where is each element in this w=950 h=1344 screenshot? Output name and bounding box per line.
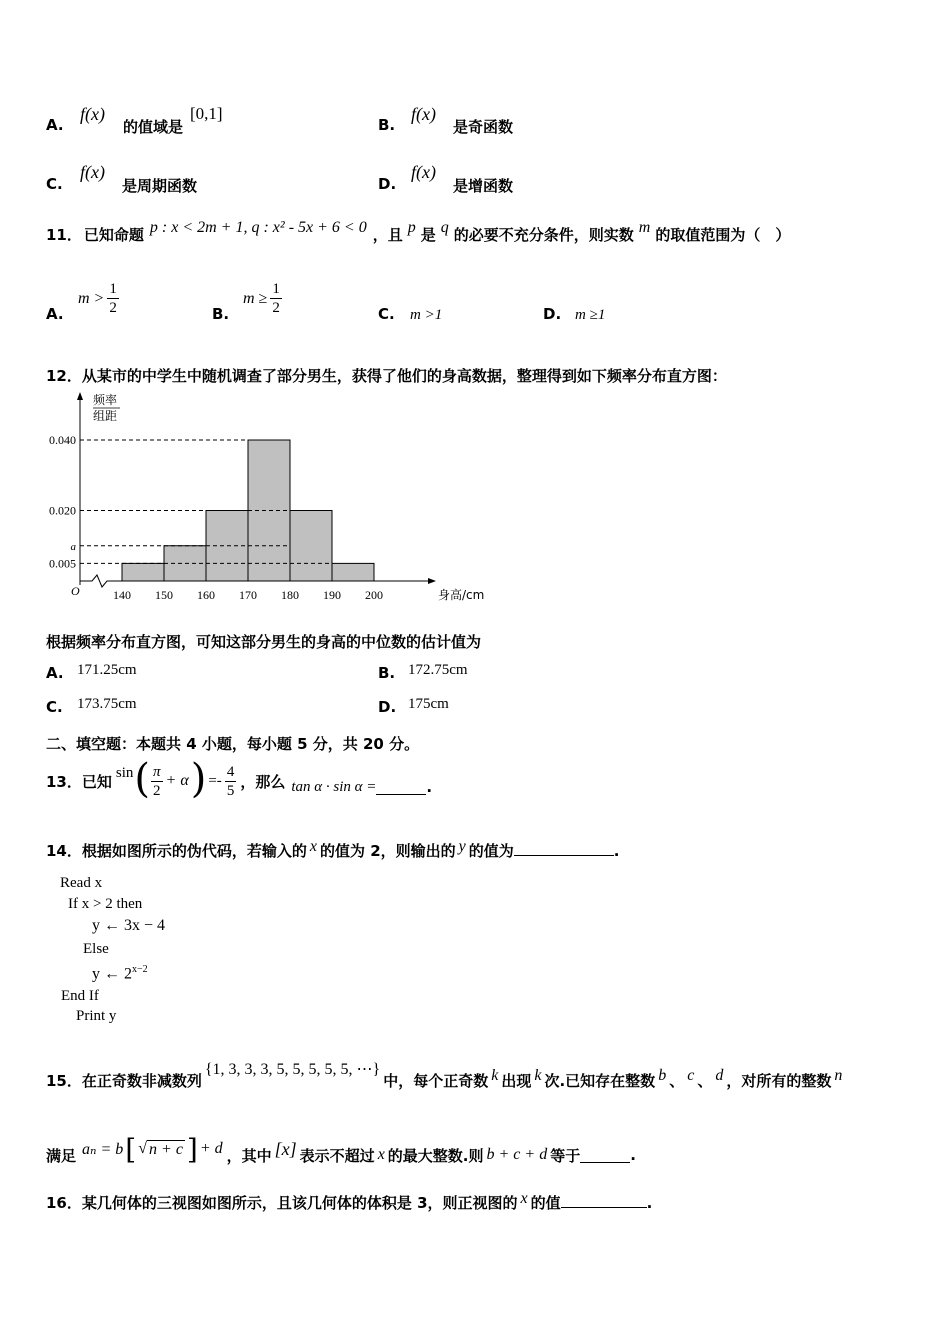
q11-option-b [243, 280, 282, 317]
q15-formula-radicand: n + c [149, 1140, 183, 1158]
y-tick-label: 0.005 [49, 556, 76, 571]
q14-text-a: 14．根据如图所示的伪代码，若输入的 [46, 842, 307, 860]
q10-option-d-label: D. [378, 175, 397, 193]
q15-formula-lhs: aₙ = b [82, 1141, 124, 1158]
q11-option-c-math: m >1 [410, 307, 443, 323]
q15-d: d [715, 1067, 724, 1084]
q15-b: b [658, 1067, 667, 1084]
pseudocode-line-7: Print y [76, 1008, 117, 1024]
histogram [38, 390, 485, 610]
q14-answer-blank[interactable] [514, 841, 614, 856]
pseudocode-y-assign: y ← 2 [92, 965, 132, 983]
q13-paren-left: ( [134, 756, 151, 802]
q12-option-a-label: A. [46, 664, 64, 682]
q13-number: 13． [46, 772, 82, 791]
q15-line2-c: 表示不超过 [299, 1146, 375, 1165]
pseudocode-line-3: y ← 3x − 4 [92, 917, 166, 934]
y-tick-label: a [70, 540, 76, 553]
q15-text-c: 出现 [501, 1072, 532, 1090]
q10-option-a-text: 的值域是 [123, 118, 184, 136]
q16-text-b: 的值 [530, 1194, 561, 1212]
pseudocode-line-2: If x > 2 then [68, 896, 143, 912]
x-tick-label: 170 [239, 588, 257, 602]
q16-stem [46, 1192, 652, 1213]
q11-condition: p : x < 2m + 1, q : x² - 5x + 6 < 0 [149, 218, 367, 236]
q14-x: x [309, 838, 317, 855]
x-tick-label: 190 [323, 588, 341, 602]
q12-question: 根据频率分布直方图，可知这部分男生的身高的中位数的估计值为 [46, 633, 482, 651]
frac-den: 2 [109, 300, 117, 316]
q15-answer-blank[interactable] [580, 1148, 630, 1163]
q14-y: y [458, 838, 466, 855]
q11-option-a [78, 280, 119, 317]
q13-eq: =- [208, 772, 222, 789]
x-tick-label: 140 [113, 588, 131, 602]
q10-option-c-label: C. [46, 175, 63, 193]
q15-text-e: ，对所有的整数 [726, 1072, 832, 1090]
q15-sequence: {1, 3, 3, 3, 5, 5, 5, 5, 5, ⋯} [204, 1061, 381, 1078]
q11-option-b-lhs: m ≥ [243, 289, 268, 307]
q15-k-2: k [534, 1067, 542, 1084]
q10-option-a-math: f(x) [80, 104, 105, 124]
q13-plus-alpha: + α [165, 772, 189, 789]
q10-option-c-math: f(x) [80, 162, 105, 182]
pseudocode-line-1: Read x [60, 875, 103, 891]
q15-text-b: 中，每个正奇数 [383, 1072, 489, 1090]
x-tick-label: 200 [365, 588, 383, 602]
origin-label: O [71, 584, 80, 598]
q10-option-d-text: 是增函数 [453, 177, 514, 195]
frac-den: 5 [226, 782, 235, 799]
q16-x: x [520, 1190, 528, 1207]
q15-k: k [491, 1067, 499, 1084]
histogram-bar [290, 511, 332, 582]
q11-text-2: ，且 [372, 226, 403, 244]
frac-num: 4 [226, 763, 235, 780]
q11-option-d-math: m ≥1 [575, 307, 606, 323]
q10-option-b-text: 是奇函数 [453, 118, 514, 136]
q14-end: . [613, 842, 620, 860]
y-tick-label: 0.040 [49, 433, 76, 447]
q15-sum: b + c + d [486, 1146, 548, 1163]
q11-option-c-label: C. [378, 305, 395, 323]
q11-stem [46, 218, 791, 245]
q11-m: m [638, 218, 651, 236]
q11-option-a-lhs: m > [78, 289, 105, 307]
q11-p: p [407, 218, 416, 236]
pseudocode-line-5 [92, 964, 148, 983]
pseudocode-line-4: Else [83, 941, 109, 957]
q13-end: . [426, 778, 433, 796]
q11-option-a-frac [107, 280, 119, 317]
q12-option-b-label: B. [378, 664, 396, 682]
frac-num: 1 [109, 281, 117, 297]
q16-end: . [646, 1194, 653, 1212]
q12-option-b-text: 172.75cm [408, 662, 468, 678]
q10-option-c-text: 是周期函数 [122, 177, 198, 195]
histogram-bar [122, 563, 164, 581]
q15-end: . [630, 1146, 636, 1164]
q13-frac-45 [225, 763, 237, 800]
q15-sep-2: 、 [697, 1072, 713, 1090]
q15-text-a: 15．在正奇数非减数列 [46, 1072, 202, 1090]
q11-q: q [440, 218, 449, 236]
q11-text-1: 已知命题 [83, 226, 144, 244]
q12-option-a-text: 171.25cm [77, 662, 137, 678]
q12-stem: 12．从某市的中学生中随机调查了部分男生，获得了他们的身高数据，整理得到如下频率分布直方图： [46, 367, 727, 385]
q14-stem [46, 840, 620, 861]
q10-option-a-range: [0,1] [190, 104, 223, 123]
axis-break [80, 575, 118, 587]
q11-number: 11． [46, 226, 82, 244]
q15-c: c [687, 1067, 695, 1084]
q13-sin: sin [115, 764, 134, 781]
q12-option-c-text: 173.75cm [77, 696, 137, 712]
frac-den: 2 [272, 300, 280, 316]
q11-option-b-frac [270, 280, 282, 317]
q11-option-b-label: B. [212, 305, 230, 323]
q10-option-b-label: B. [378, 116, 396, 134]
q15-stem-line-2 [46, 1131, 636, 1167]
y-axis-label-bottom: 组距 [93, 409, 118, 423]
y-axis-arrow [77, 392, 83, 400]
q10-option-b-math: f(x) [411, 104, 436, 124]
q13-paren-right: ) [190, 756, 207, 802]
q11-text-3: 是 [420, 226, 436, 244]
q15-sep-1: 、 [669, 1072, 685, 1090]
q15-bracket-right: ] [186, 1132, 198, 1166]
q14-text-c: 的值为 [468, 842, 514, 860]
q13-stem [46, 757, 432, 805]
q15-bracket-left: [ [125, 1132, 137, 1166]
q11-option-d-label: D. [543, 305, 562, 323]
q13-text-1: 已知 [81, 772, 112, 791]
q15-floor-x: [x] [274, 1138, 297, 1159]
q15-sqrt-sign: √ [138, 1140, 148, 1157]
frac-den: 2 [153, 782, 161, 799]
q15-x: x [377, 1146, 385, 1163]
y-axis-label-top: 频率 [93, 393, 118, 407]
x-tick-label: 160 [197, 588, 215, 602]
q15-n: n [834, 1067, 843, 1084]
q14-text-b: 的值为 2，则输出的 [320, 842, 456, 860]
x-tick-label: 180 [281, 588, 299, 602]
q13-answer-blank[interactable] [376, 780, 426, 795]
frac-num: π [153, 763, 161, 780]
q13-expression: tan α · sin α = [291, 778, 377, 795]
q10-option-a-label: A. [46, 116, 64, 134]
x-axis-label: 身高/cm [438, 588, 485, 602]
section2-heading: 二、填空题：本题共 4 小题，每小题 5 分，共 20 分。 [46, 735, 420, 753]
q13-text-2: ，那么 [240, 772, 286, 791]
histogram-bar [332, 563, 374, 581]
q13-frac-pi [151, 763, 163, 800]
q12-option-c-label: C. [46, 698, 63, 716]
q15-line2-b: ，其中 [226, 1146, 272, 1165]
q15-line2-d: 的最大整数.则 [387, 1146, 484, 1165]
q15-text-d: 次.已知存在整数 [544, 1072, 656, 1090]
q15-line2-e: 等于 [550, 1146, 581, 1165]
q10-option-d-math: f(x) [411, 162, 436, 182]
q16-text-a: 16．某几何体的三视图如图所示，且该几何体的体积是 3，则正视图的 [46, 1194, 518, 1212]
x-tick-label: 150 [155, 588, 173, 602]
pseudocode-exponent: x−2 [132, 964, 148, 975]
q11-option-a-label: A. [46, 305, 64, 323]
x-axis-arrow [428, 578, 436, 584]
frac-num: 1 [272, 281, 280, 297]
q15-stem-line-1 [46, 1058, 843, 1090]
pseudocode-line-6: End If [61, 988, 99, 1004]
q11-text-5: 的取值范围为（ ） [655, 226, 791, 244]
q15-formula-rhs: + d [199, 1140, 223, 1157]
q15-line2-a: 满足 [46, 1146, 77, 1165]
q16-answer-blank[interactable] [561, 1193, 647, 1208]
y-tick-label: 0.020 [49, 503, 76, 518]
q12-option-d-text: 175cm [408, 696, 449, 712]
q12-option-d-label: D. [378, 698, 397, 716]
q11-text-4: 的必要不充分条件，则实数 [453, 226, 634, 244]
